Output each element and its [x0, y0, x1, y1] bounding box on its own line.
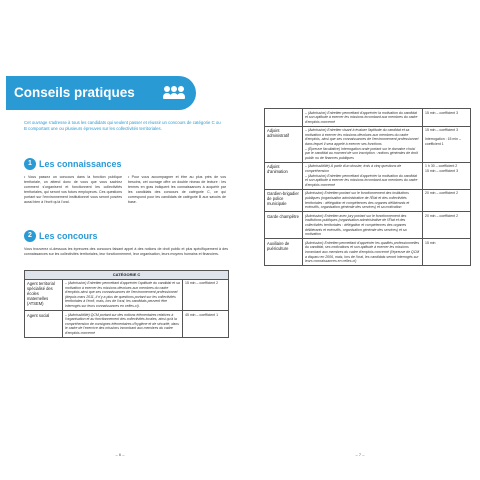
table-row [265, 109, 471, 127]
duree-coefficient: 1 h 30 – coefficient 2 15 min – coefficient 3 [423, 162, 471, 189]
duree-coefficient: 20 min – coefficient 2 [423, 189, 471, 211]
page-number: – 7 – [355, 452, 365, 457]
table-row [25, 311, 229, 338]
cadre-name: Auxiliaire de puériculture [265, 239, 303, 266]
cadre-name [265, 109, 303, 127]
left-page [6, 8, 234, 468]
header-title: Conseils pratiques [14, 85, 135, 100]
exam-table-right [264, 108, 471, 266]
table-row [265, 162, 471, 189]
table-header: CATÉGORIE C [25, 271, 229, 280]
section-number: 1 [24, 158, 36, 170]
section-number: 2 [24, 230, 36, 242]
duree-coefficient: 15 min – coefficient 2 [183, 279, 229, 311]
exam-table-left [24, 270, 229, 338]
table-row [265, 189, 471, 211]
people-icon [162, 86, 184, 100]
cadre-name: Gardien-brigadier de police municipale [265, 189, 303, 211]
cadre-name: Agent social [25, 311, 63, 338]
epreuve-description: – (Admissibilité) QCM portant sur des notions élémentaires relatives à l'organisation et au fonctionnement des collectivités locales, ainsi qu'à la compréhension de consignes élémentaires d'hygiène et de sécurité, dans le cadre de l'exercice des missions incombant aux membres du cadre d'emplois concerné [63, 311, 183, 338]
cadre-name: Agent territorial spécialisé des écoles maternelles (ATSEM) [25, 279, 63, 311]
cadre-name: Adjoint d'animation [265, 162, 303, 189]
cadre-name: Garde champêtre [265, 212, 303, 239]
concours-paragraph: Vous trouverez ci-dessous les épreuves des concours faisant appel à des notions de droit public et plus spécifiquement à des connaissances sur les collectivités territoriales, leur fonctionnement, leur organisation, leurs moyens humains et financiers. [24, 247, 228, 256]
page-number: – 6 – [115, 452, 125, 457]
epreuve-description: – (Admissibilité) À partir d'un dossier, trois à cinq questions de compréhension – (Admission) Entretien permettant d'apprécier la motivation du candidat et son aptitude à exercer les missions incombant aux membres du cadre d'emplois concerné [303, 162, 423, 189]
right-page [246, 8, 474, 468]
paragraph-col-b: • Pour vous accompagner et être au plus près de vos besoins, cet ouvrage offre un double niveau de lecture : les termes en gras indiquent les connaissances à acquérir par les candidats des concours de catégorie C, ce qui correspond pour les candidats de catégorie B aux savoirs de base. [128, 175, 226, 204]
paragraph-col-a: • Vous passez un concours dans la fonction publique territoriale, on attend donc de vous que vous sachiez comment s'organisent et fonctionnent les collectivités territoriales, qui seront vos futurs employeurs. Ces questions portant sur l'environnement institutionnel vous seront posées aussi bien à l'écrit qu'à l'oral. [24, 175, 122, 204]
epreuve-description: – (Admission) Entretien visant à évaluer l'aptitude du candidat et sa motivation à exercer les missions dévolues aux membres du cadre d'emplois, ainsi que ses connaissances de l'environnement professionnel dans lequel il sera appelé à exercer ses fonctions – (Épreuve facultative) Interrogation orale portant sur le domaine choisi par le candidat au moment de son inscription : notions générales de droit public ou de finances publiques [303, 126, 423, 162]
header-banner [6, 76, 196, 110]
table-row [265, 212, 471, 239]
cadre-name: Adjoint administratif [265, 126, 303, 162]
duree-coefficient: 15 min [423, 239, 471, 266]
duree-coefficient: 15 min – coefficient 3 [423, 109, 471, 127]
epreuve-description: (Admission) Entretien avec jury portant sur le fonctionnement des institutions publiques (organisation administrative de l'État et des collectivités territoriales : délégation et compétences des organes délibérants et exécutifs, organisation générale des services) et sa motivation [303, 212, 423, 239]
epreuve-description: (Admission) Entretien portant sur le fonctionnement des institutions publiques (organisation administrative de l'État et des collectivités territoriales : délégation et compétences des organes délibérants et exécutifs, organisation générale des services) et sa motivation [303, 189, 423, 211]
epreuve-description: – (Admission) Entretien permettant d'apprécier la motivation du candidat et son aptitude à exercer les missions incombant aux membres du cadre d'emplois concerné [303, 109, 423, 127]
table-row [25, 279, 229, 311]
duree-coefficient: 45 min – coefficient 1 [183, 311, 229, 338]
epreuve-description: – (Admission) Entretien permettant d'apprécier l'aptitude du candidat et sa motivation à exercer les missions dévolues aux membres du cadre d'emplois ainsi que ses connaissances de l'environnement professionnel (depuis mars 2011, il n'y a plus de questions portant sur les collectivités territoriales à l'écrit, mais, lors de l'oral, les candidats peuvent être interrogés sur leurs connaissances en celles-ci). [63, 279, 183, 311]
duree-coefficient: 20 min – coefficient 2 [423, 212, 471, 239]
epreuve-description: (Admission) Entretien permettant d'apprécier les qualités professionnelles du candidat, ses motivations et son aptitude à exercer les missions incombant aux membres du cadre d'emplois concerné (l'épreuve de QCM a disparu en 2006, mais, lors de l'oral, les candidats seront interrogés sur leurs connaissances en celles-ci) [303, 239, 423, 266]
section-title: Les connaissances [39, 159, 122, 169]
section-title: Les concours [39, 231, 98, 241]
table-row [265, 126, 471, 162]
duree-coefficient: 15 min – coefficient 3 Interrogation : 15 min – coefficient 1 [423, 126, 471, 162]
table-row [265, 239, 471, 266]
intro-text: Cet ouvrage s'adresse à tous les candidats qui veulent passer et réussir un concours de catégorie C ou B comportant une ou plusieurs épreuves sur les collectivités territoriales. [24, 120, 221, 131]
